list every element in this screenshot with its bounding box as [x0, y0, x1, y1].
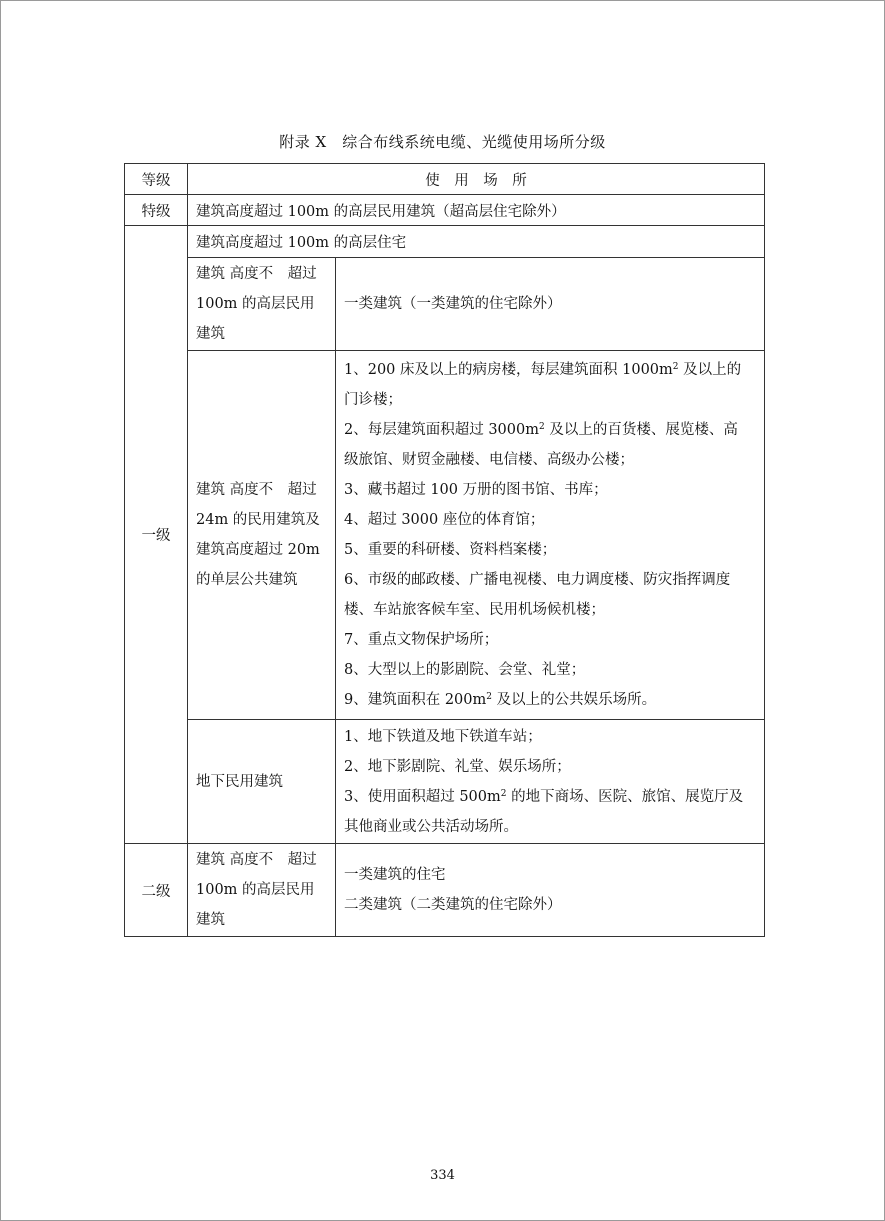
list-item: 级旅馆、财贸金融楼、电信楼、高级办公楼； [344, 452, 634, 468]
level1-highrise-label: 建筑 高度不 超过 100m 的高层民用 建筑 [188, 258, 336, 351]
level1-grade-label: 一级 [125, 226, 188, 844]
list-item: 3、藏书超过 100 万册的图书馆、书库； [344, 482, 608, 498]
header-grade: 等级 [125, 164, 188, 195]
special-grade-text: 建筑高度超过 100m 的高层民用建筑（超高层住宅除外） [188, 195, 765, 226]
list-item: 3、使用面积超过 $500m^2$ 的地下商场、医院、旅馆、展览厅及 [344, 788, 744, 805]
level1-underground-list [336, 720, 765, 844]
special-grade-label: 特级 [125, 195, 188, 226]
list-item: 4、超过 3000 座位的体育馆； [344, 512, 545, 528]
table-caption: 附录 X 综合布线系统电缆、光缆使用场所分级 [279, 133, 606, 151]
level2-row [125, 844, 765, 937]
level1-residential-row [125, 226, 765, 258]
level1-public-label: 建筑 高度不 超过 24m 的民用建筑及 建筑高度超过 20m 的单层公共建筑 [188, 351, 336, 720]
list-item: 8、大型以上的影剧院、会堂、礼堂； [344, 662, 586, 678]
level2-label: 建筑 高度不 超过 100m 的高层民用 建筑 [188, 844, 336, 937]
level1-public-row [125, 351, 765, 720]
level1-public-list [336, 351, 765, 720]
header-place: 使 用 场 所 [188, 164, 765, 195]
special-grade-row [125, 195, 765, 226]
list-item: 9、建筑面积在 $200m^2$ 及以上的公共娱乐场所。 [344, 692, 657, 708]
list-item: 门诊楼； [344, 392, 402, 408]
level1-underground-row [125, 720, 765, 844]
list-item: 6、市级的邮政楼、广播电视楼、电力调度楼、防灾指挥调度 [344, 572, 731, 588]
list-item: 一类建筑的住宅 [344, 867, 446, 883]
list-item: 1、200 床及以上的病房楼，每层建筑面积 $1000m^2$ 及以上的 [344, 362, 742, 378]
header-row [125, 164, 765, 195]
list-item: 2、每层建筑面积超过 $3000m^2$ 及以上的百货楼、展览楼、高 [344, 422, 738, 438]
list-item: 5、重要的科研楼、资料档案楼； [344, 542, 557, 558]
list-item: 其他商业或公共活动场所。 [344, 818, 518, 835]
level1-residential-text: 建筑高度超过 100m 的高层住宅 [188, 226, 765, 258]
classification-table [124, 163, 765, 937]
level1-highrise-text: 一类建筑（一类建筑的住宅除外） [336, 258, 765, 351]
level1-highrise-row [125, 258, 765, 351]
list-item: 7、重点文物保护场所； [344, 632, 499, 648]
list-item: 2、地下影剧院、礼堂、娱乐场所； [344, 758, 571, 775]
list-item: 二类建筑（二类建筑的住宅除外） [344, 897, 562, 913]
level1-underground-label: 地下民用建筑 [188, 720, 336, 844]
list-item: 楼、车站旅客候车室、民用机场候机楼； [344, 602, 605, 618]
page-number: 334 [430, 1168, 455, 1183]
list-item: 1、地下铁道及地下铁道车站； [344, 728, 542, 745]
level2-grade-label: 二级 [125, 844, 188, 937]
level2-list [336, 844, 765, 937]
